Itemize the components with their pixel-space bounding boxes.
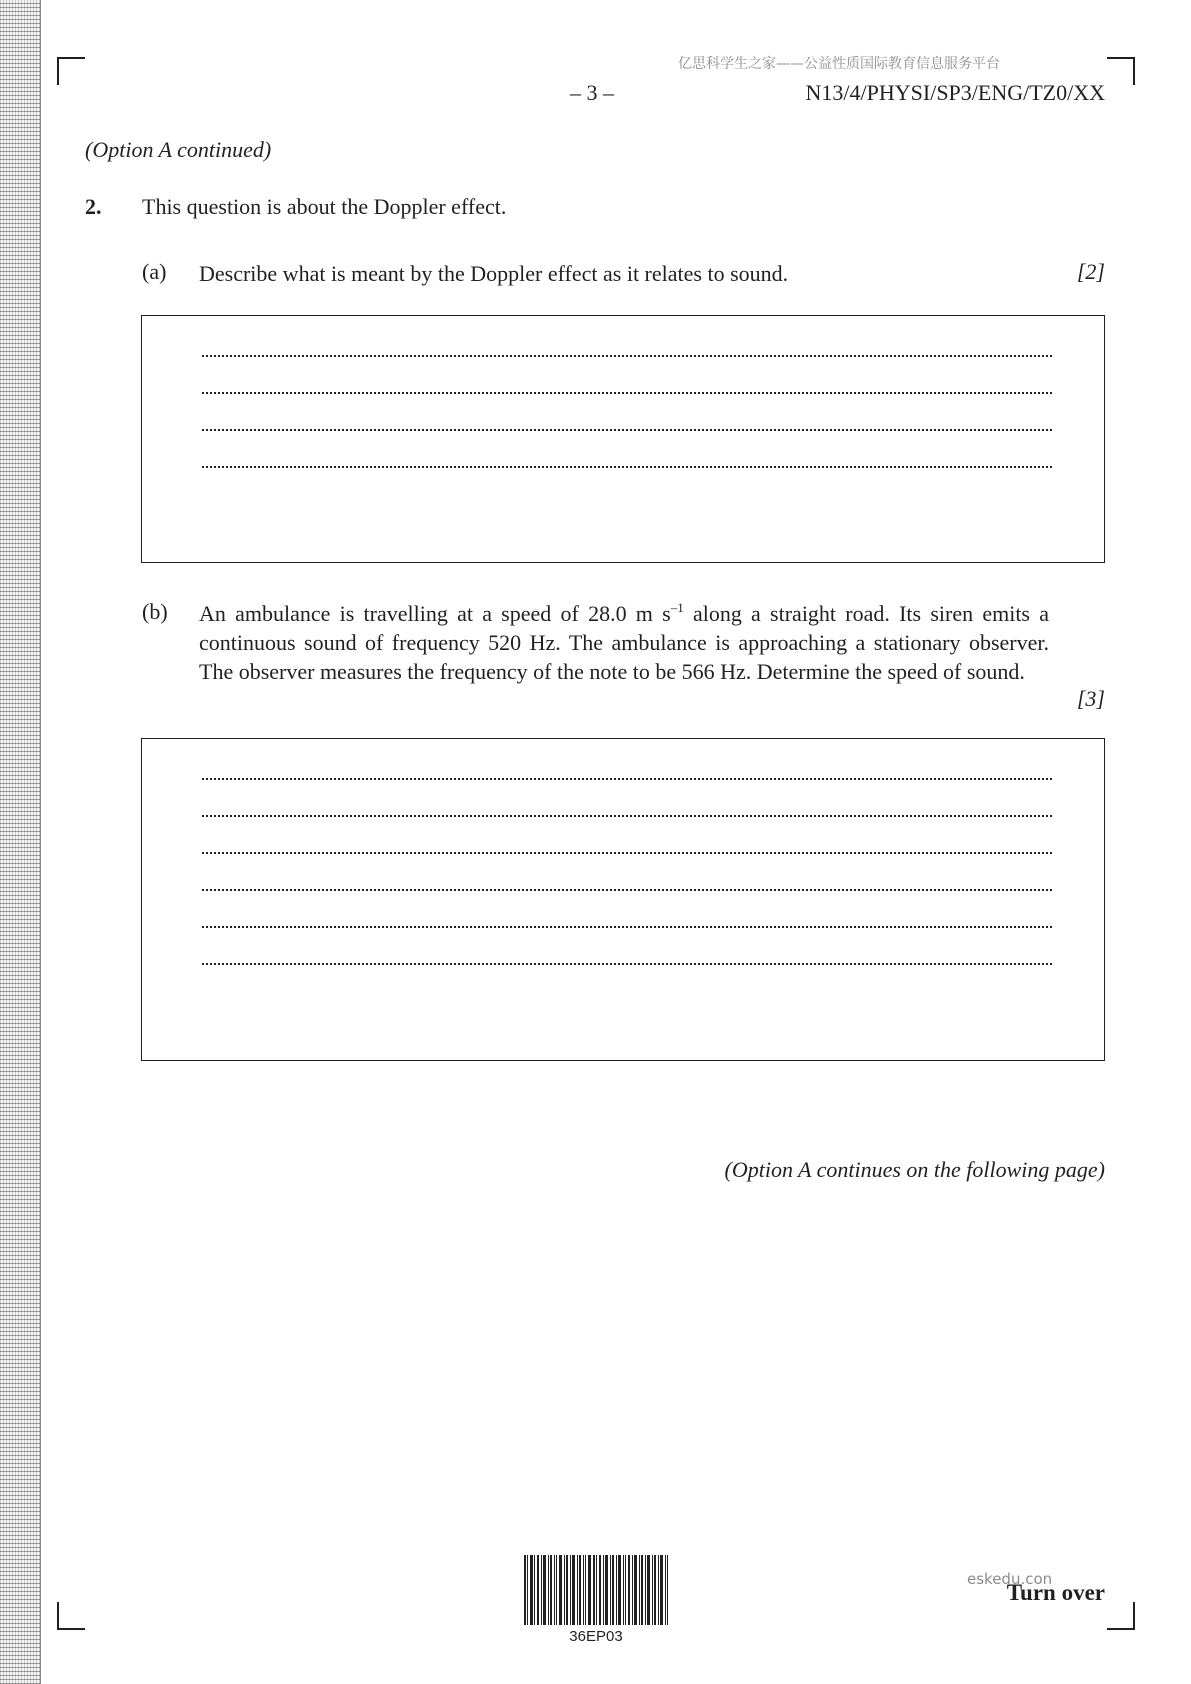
part-b-answer-box[interactable] <box>141 738 1105 1061</box>
footer-watermark: eskedu.con <box>967 1570 1053 1588</box>
part-b-marks: [3] <box>1076 686 1105 711</box>
part-a-answer-box[interactable] <box>141 315 1105 563</box>
barcode-icon <box>524 1555 668 1625</box>
answer-line[interactable] <box>202 889 1052 891</box>
part-a-label: (a) <box>142 259 167 284</box>
crop-mark-bottom-right <box>1107 1602 1135 1630</box>
answer-line[interactable] <box>202 926 1052 928</box>
binding-strip <box>0 0 41 1684</box>
crop-mark-top-right <box>1107 57 1135 85</box>
answer-line[interactable] <box>202 392 1052 394</box>
section-note: (Option A continued) <box>85 137 272 162</box>
answer-line[interactable] <box>202 466 1052 468</box>
part-a-text: Describe what is meant by the Doppler effect as it relates to sound. <box>199 261 789 286</box>
part-a-marks: [2] <box>1076 259 1105 284</box>
question-intro: This question is about the Doppler effect. <box>142 194 507 219</box>
answer-line[interactable] <box>202 815 1052 817</box>
part-b-superscript: –1 <box>670 600 684 615</box>
answer-line[interactable] <box>202 778 1052 780</box>
question-number: 2. <box>85 194 102 219</box>
part-b-text-end: along a straight road. Its siren emits a continuous sound of frequency 520 Hz. The ambulance is approaching a stationary observer. The observer measures the frequency of the note to be 566 Hz. Determine the speed of sound. <box>199 601 1049 684</box>
part-b-text-start: An ambulance is travelling at a speed of 28.0 m s <box>199 601 671 626</box>
turn-over-label: Turn over <box>1006 1580 1105 1605</box>
paper-code: N13/4/PHYSI/SP3/ENG/TZ0/XX <box>805 80 1105 105</box>
part-b-text <box>199 599 1049 686</box>
answer-line[interactable] <box>202 355 1052 357</box>
answer-line[interactable] <box>202 852 1052 854</box>
barcode-label: 36EP03 <box>569 1628 623 1645</box>
answer-line[interactable] <box>202 429 1052 431</box>
crop-mark-top-left <box>57 57 85 85</box>
page-number: – 3 – <box>570 80 614 105</box>
continues-note: (Option A continues on the following page) <box>724 1157 1105 1182</box>
answer-line[interactable] <box>202 963 1052 965</box>
crop-mark-bottom-left <box>57 1602 85 1630</box>
part-b-label: (b) <box>142 599 168 624</box>
header-watermark: 亿思科学生之家——公益性质国际教育信息服务平台 <box>678 56 1000 72</box>
